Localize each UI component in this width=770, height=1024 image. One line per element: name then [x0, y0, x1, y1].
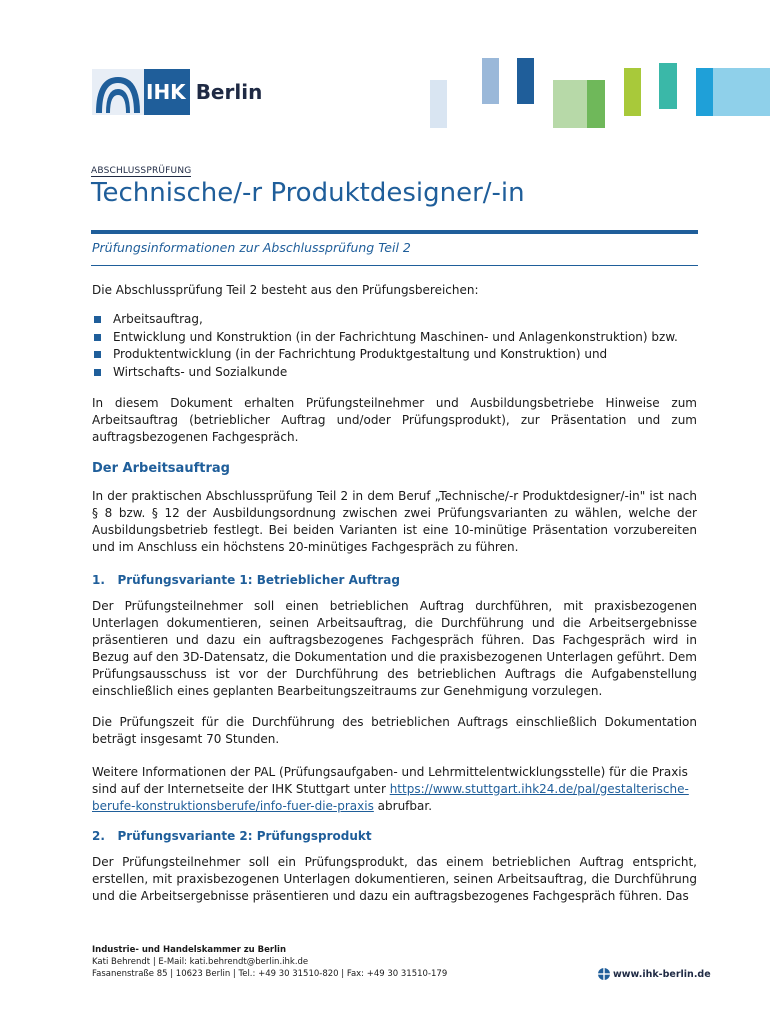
section-heading-arbeitsauftrag: Der Arbeitsauftrag: [92, 461, 230, 476]
pal-text: Weitere Informationen der PAL (Prüfungsaufgaben- und Lehrmittelentwicklungsstelle) für die Praxis sind auf der Internetseite der IHK Stuttgart unter: [92, 765, 688, 796]
hinweise-paragraph: In diesem Dokument erhalten Prüfungsteilnehmer und Ausbildungsbetriebe Hinweise zum Arbeitsauftrag (betrieblicher Auftrag und/oder Prüfungsprodukt), zur Präsentation und zum auftragsbezogenen Fachgespräch.: [92, 396, 697, 444]
pal-text-suffix: abrufbar.: [373, 799, 433, 813]
list-item: Entwicklung und Konstruktion (in der Fachrichtung Maschinen- und Anlagenkonstruktion) bzw.: [92, 329, 678, 347]
logo-ihk-text: IHK: [144, 69, 190, 115]
section-heading-variant-2: 2. Prüfungsvariante 2: Prüfungsprodukt: [92, 829, 372, 843]
footer-website[interactable]: [598, 968, 711, 980]
list-item: Produktentwicklung (in der Fachrichtung Produktgestaltung und Konstruktion) und: [92, 346, 678, 364]
footer-contact-person: Kati Behrendt | E-Mail: kati.behrendt@berlin.ihk.de: [92, 957, 309, 967]
section-heading-variant-1: 1. Prüfungsvariante 1: Betrieblicher Auftrag: [92, 573, 400, 587]
ihk-berlin-logo: [92, 69, 262, 115]
logo-berlin-text: Berlin: [195, 80, 263, 104]
ihk-emblem-icon: [92, 69, 144, 115]
footer-org: Industrie- und Handelskammer zu Berlin: [92, 945, 286, 955]
page-title: Technische/-r Produktdesigner/-in: [91, 178, 525, 208]
pal-info-link[interactable]: https://www.stuttgart.ihk24.de/pal/gestalterische-berufe-konstruktionsberufe/info-fuer-die-praxis: [92, 782, 689, 813]
footer-address: Fasanenstraße 85 | 10623 Berlin | Tel.: +49 30 31510-820 | Fax: +49 30 31510-179: [92, 969, 448, 979]
variant-1-duration-paragraph: Die Prüfungszeit für die Durchführung des betrieblichen Auftrags einschließlich Dokumentation beträgt insgesamt 70 Stunden.: [92, 715, 697, 746]
variant-1-paragraph: Der Prüfungsteilnehmer soll einen betrieblichen Auftrag durchführen, mit praxisbezogenen Unterlagen dokumentieren, seinen Arbeitsauftrag, die Durchführung und die Arbeitsergebnisse präsentieren und dazu ein auftragsbezogenes Fachgespräch führen. Das Fachgespräch wird in Bezug auf den 3D-Datensatz, die Dokumentation und die praxisbezogenen Unterlagen geführt. Dem Prüfungsausschuss ist vor der Durchführung des betrieblichen Auftrags die Aufgabenstellung einschließlich eines geplanten Bearbeitungszeitraums zur Genehmigung vorzulegen.: [92, 599, 697, 698]
page-subtitle: Prüfungsinformationen zur Abschlussprüfung Teil 2: [92, 240, 411, 255]
arbeitsauftrag-paragraph: In der praktischen Abschlussprüfung Teil 2 in dem Beruf „Technische/-r Produktdesigner/-in" ist nach § 8 bzw. § 12 der Ausbildungsordnung zwischen zwei Prüfungsvarianten zu wählen, welche der Ausbildungsbetrieb festlegt. Bei beiden Varianten ist eine 10-minütige Präsentation vorzubereiten und im Anschluss ein höchstens 20-minütiges Fachgespräch zu führen.: [92, 489, 697, 554]
document-category-tag: ABSCHLUSSPRÜFUNG: [91, 166, 192, 176]
subtitle-divider: [91, 265, 698, 266]
variant-1-pal-paragraph: [92, 764, 697, 815]
list-item: Wirtschafts- und Sozialkunde: [92, 364, 678, 382]
list-item: Arbeitsauftrag,: [92, 311, 678, 329]
intro-text: Die Abschlussprüfung Teil 2 besteht aus den Prüfungsbereichen:: [92, 283, 479, 297]
footer-contact: [92, 944, 447, 980]
footer-website-text[interactable]: www.ihk-berlin.de: [613, 968, 711, 980]
title-divider: [91, 230, 698, 234]
globe-icon: [598, 968, 610, 980]
variant-2-paragraph: Der Prüfungsteilnehmer soll ein Prüfungsprodukt, das einem betrieblichen Auftrag entspricht, erstellen, mit praxisbezogenen Unterlagen dokumentieren, seinen Arbeitsauftrag, die Durchführung und die Arbeitsergebnisse präsentieren und dazu ein auftragsbezogenes Fachgespräch führen. Das: [92, 855, 697, 903]
exam-areas-list: [92, 311, 678, 381]
